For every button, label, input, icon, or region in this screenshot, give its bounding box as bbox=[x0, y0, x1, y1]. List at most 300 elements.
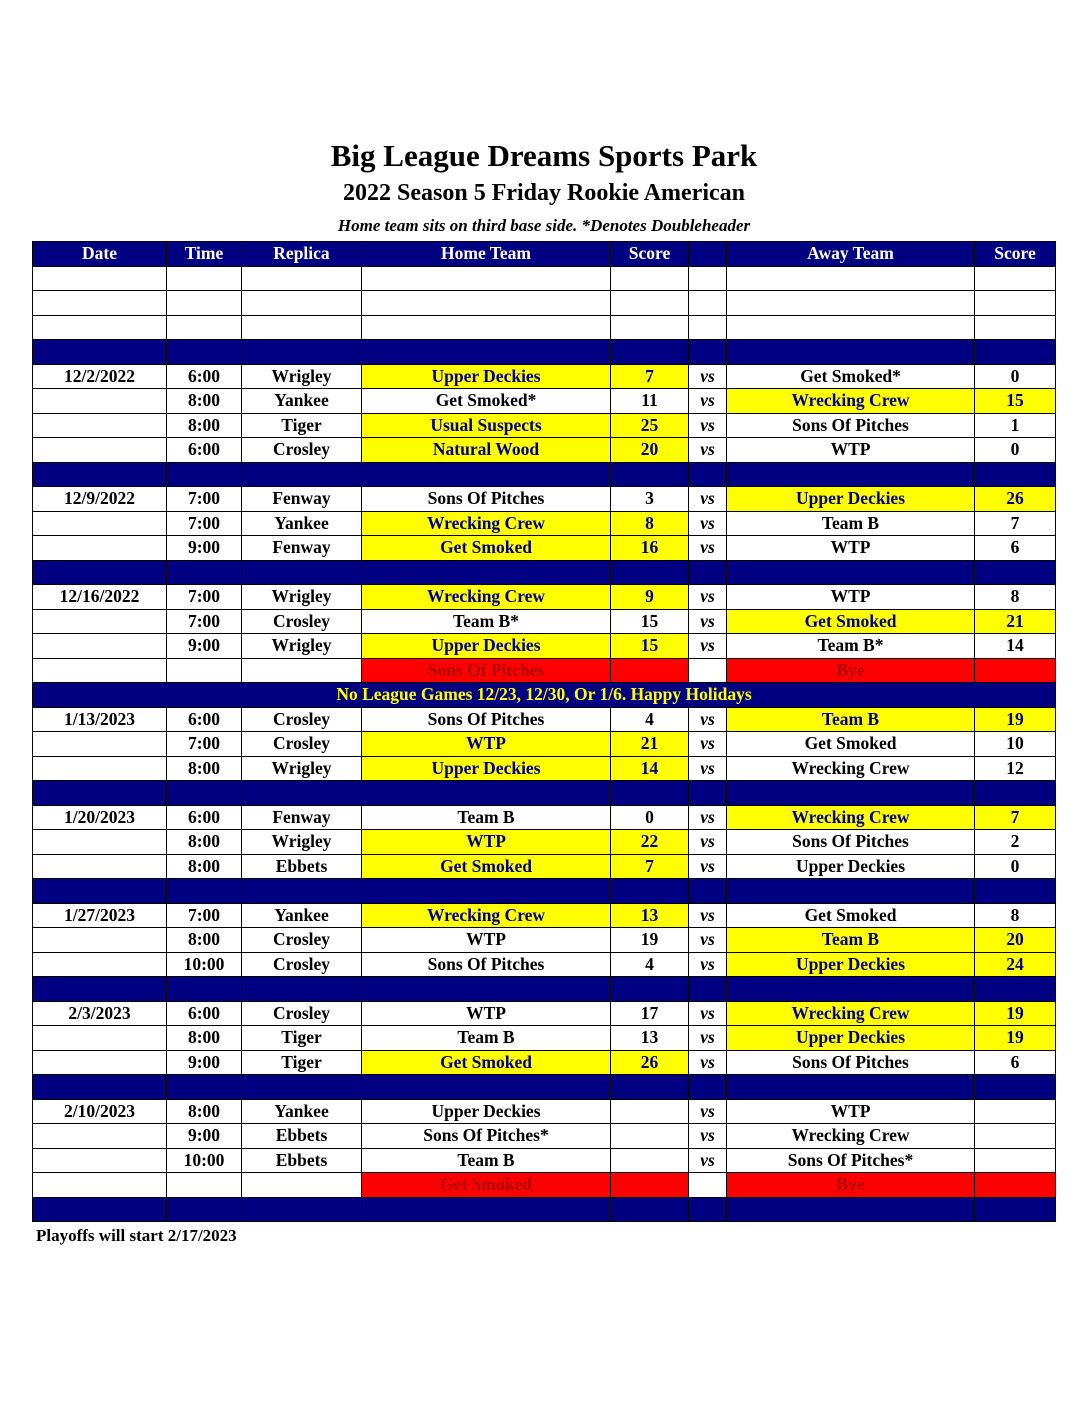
empty-cell bbox=[33, 1075, 167, 1100]
vs-cell: vs bbox=[689, 364, 727, 389]
col-vs bbox=[689, 242, 727, 267]
game-row bbox=[33, 1001, 1056, 1026]
bye-team: Sons Of Pitches bbox=[362, 658, 611, 683]
schedule-table bbox=[32, 241, 1056, 1222]
empty-cell bbox=[975, 977, 1056, 1002]
date-cell: 12/16/2022 bbox=[33, 585, 167, 610]
empty-cell bbox=[362, 560, 611, 585]
empty-cell bbox=[242, 340, 362, 365]
empty-cell bbox=[727, 291, 975, 316]
time-cell: 7:00 bbox=[167, 732, 242, 757]
replica-cell: Crosley bbox=[242, 1001, 362, 1026]
date-cell: 2/10/2023 bbox=[33, 1099, 167, 1124]
away-score: 24 bbox=[975, 952, 1056, 977]
vs-cell: vs bbox=[689, 536, 727, 561]
separator-row bbox=[33, 1197, 1056, 1222]
away-team: Wrecking Crew bbox=[727, 1001, 975, 1026]
empty-cell bbox=[689, 266, 727, 291]
replica-cell: Yankee bbox=[242, 389, 362, 414]
page-note: Home team sits on third base side. *Denotes Doubleheader bbox=[337, 216, 751, 235]
empty-cell bbox=[611, 462, 689, 487]
empty-cell bbox=[167, 462, 242, 487]
game-row bbox=[33, 928, 1056, 953]
empty-cell bbox=[33, 977, 167, 1002]
empty-cell bbox=[611, 315, 689, 340]
empty-row bbox=[33, 291, 1056, 316]
empty-cell bbox=[727, 266, 975, 291]
separator-row bbox=[33, 462, 1056, 487]
date-cell bbox=[33, 732, 167, 757]
empty-cell bbox=[167, 879, 242, 904]
away-team: Team B bbox=[727, 511, 975, 536]
replica-cell: Wrigley bbox=[242, 830, 362, 855]
empty-cell bbox=[689, 781, 727, 806]
home-team: Sons Of Pitches bbox=[362, 707, 611, 732]
home-score: 15 bbox=[611, 609, 689, 634]
vs-cell: vs bbox=[689, 1148, 727, 1173]
home-score: 22 bbox=[611, 830, 689, 855]
game-row bbox=[33, 1099, 1056, 1124]
away-score: 21 bbox=[975, 609, 1056, 634]
date-cell bbox=[33, 854, 167, 879]
game-row bbox=[33, 536, 1056, 561]
empty-cell bbox=[33, 560, 167, 585]
empty-cell bbox=[362, 291, 611, 316]
time-cell: 9:00 bbox=[167, 634, 242, 659]
home-team: Upper Deckies bbox=[362, 1099, 611, 1124]
empty-cell bbox=[689, 462, 727, 487]
bye-row bbox=[33, 1173, 1056, 1198]
away-team: Upper Deckies bbox=[727, 487, 975, 512]
game-row bbox=[33, 854, 1056, 879]
time-cell: 9:00 bbox=[167, 1050, 242, 1075]
empty-cell bbox=[242, 781, 362, 806]
home-team: Team B* bbox=[362, 609, 611, 634]
away-team: Sons Of Pitches bbox=[727, 830, 975, 855]
vs-cell: vs bbox=[689, 389, 727, 414]
empty-cell bbox=[975, 781, 1056, 806]
home-team: Get Smoked bbox=[362, 854, 611, 879]
home-team: Team B bbox=[362, 1026, 611, 1051]
away-score: 20 bbox=[975, 928, 1056, 953]
empty-cell bbox=[611, 879, 689, 904]
replica-cell: Ebbets bbox=[242, 1124, 362, 1149]
away-score: 14 bbox=[975, 634, 1056, 659]
away-score: 0 bbox=[975, 364, 1056, 389]
holiday-banner: No League Games 12/23, 12/30, Or 1/6. Happy Holidays bbox=[33, 683, 1056, 708]
time-cell: 6:00 bbox=[167, 364, 242, 389]
time-cell: 7:00 bbox=[167, 511, 242, 536]
date-cell: 1/13/2023 bbox=[33, 707, 167, 732]
time-cell: 8:00 bbox=[167, 756, 242, 781]
game-row bbox=[33, 952, 1056, 977]
empty-cell bbox=[33, 266, 167, 291]
page-title: Big League Dreams Sports Park bbox=[330, 138, 758, 173]
away-score: 19 bbox=[975, 1026, 1056, 1051]
home-score bbox=[611, 1148, 689, 1173]
game-row bbox=[33, 903, 1056, 928]
empty-cell bbox=[611, 781, 689, 806]
empty-cell bbox=[975, 315, 1056, 340]
away-team: Get Smoked bbox=[727, 732, 975, 757]
separator-row bbox=[33, 977, 1056, 1002]
vs-cell: vs bbox=[689, 438, 727, 463]
away-score: 10 bbox=[975, 732, 1056, 757]
empty-cell bbox=[362, 340, 611, 365]
empty-row bbox=[33, 315, 1056, 340]
away-team: Wrecking Crew bbox=[727, 756, 975, 781]
empty-cell bbox=[167, 781, 242, 806]
home-score: 17 bbox=[611, 1001, 689, 1026]
vs-cell: vs bbox=[689, 1099, 727, 1124]
home-team: Sons Of Pitches bbox=[362, 487, 611, 512]
col-away-score: Score bbox=[975, 242, 1056, 267]
empty-cell bbox=[975, 462, 1056, 487]
vs-cell: vs bbox=[689, 805, 727, 830]
empty-cell bbox=[727, 315, 975, 340]
away-team: Team B bbox=[727, 928, 975, 953]
away-team: WTP bbox=[727, 536, 975, 561]
empty-cell bbox=[242, 1197, 362, 1222]
game-row bbox=[33, 830, 1056, 855]
game-row bbox=[33, 756, 1056, 781]
home-score: 19 bbox=[611, 928, 689, 953]
empty-cell bbox=[727, 977, 975, 1002]
empty-cell bbox=[689, 1075, 727, 1100]
away-score: 8 bbox=[975, 585, 1056, 610]
time-cell: 6:00 bbox=[167, 1001, 242, 1026]
vs-cell: vs bbox=[689, 952, 727, 977]
empty-row bbox=[33, 266, 1056, 291]
away-score bbox=[975, 1173, 1056, 1198]
empty-cell bbox=[727, 462, 975, 487]
away-score bbox=[975, 1124, 1056, 1149]
empty-cell bbox=[975, 340, 1056, 365]
home-score: 14 bbox=[611, 756, 689, 781]
away-score bbox=[975, 658, 1056, 683]
replica-cell: Yankee bbox=[242, 1099, 362, 1124]
vs-cell: vs bbox=[689, 707, 727, 732]
vs-cell: vs bbox=[689, 756, 727, 781]
empty-cell bbox=[727, 781, 975, 806]
empty-cell bbox=[611, 560, 689, 585]
home-score: 11 bbox=[611, 389, 689, 414]
separator-row bbox=[33, 781, 1056, 806]
away-team: Upper Deckies bbox=[727, 952, 975, 977]
replica-cell: Tiger bbox=[242, 413, 362, 438]
time-cell: 8:00 bbox=[167, 928, 242, 953]
replica-cell: Yankee bbox=[242, 511, 362, 536]
empty-cell bbox=[975, 1197, 1056, 1222]
vs-cell: vs bbox=[689, 732, 727, 757]
home-score: 3 bbox=[611, 487, 689, 512]
replica-cell: Crosley bbox=[242, 952, 362, 977]
time-cell: 6:00 bbox=[167, 707, 242, 732]
game-row bbox=[33, 707, 1056, 732]
home-team: Wrecking Crew bbox=[362, 585, 611, 610]
empty-cell bbox=[167, 291, 242, 316]
empty-cell bbox=[362, 781, 611, 806]
empty-cell bbox=[975, 879, 1056, 904]
replica-cell: Fenway bbox=[242, 536, 362, 561]
away-team: Wrecking Crew bbox=[727, 805, 975, 830]
home-team: Wrecking Crew bbox=[362, 511, 611, 536]
home-score: 4 bbox=[611, 952, 689, 977]
date-cell bbox=[33, 536, 167, 561]
separator-row bbox=[33, 879, 1056, 904]
empty-cell bbox=[242, 462, 362, 487]
empty-cell bbox=[727, 1197, 975, 1222]
game-row bbox=[33, 609, 1056, 634]
replica-cell: Crosley bbox=[242, 609, 362, 634]
home-team: WTP bbox=[362, 928, 611, 953]
game-row bbox=[33, 805, 1056, 830]
game-row bbox=[33, 1124, 1056, 1149]
away-score bbox=[975, 1148, 1056, 1173]
time-cell: 8:00 bbox=[167, 830, 242, 855]
date-cell bbox=[33, 438, 167, 463]
away-score: 12 bbox=[975, 756, 1056, 781]
away-score: 6 bbox=[975, 536, 1056, 561]
col-away-team: Away Team bbox=[727, 242, 975, 267]
home-score bbox=[611, 1099, 689, 1124]
home-score: 7 bbox=[611, 364, 689, 389]
away-team: Wrecking Crew bbox=[727, 389, 975, 414]
date-cell bbox=[33, 928, 167, 953]
game-row bbox=[33, 1026, 1056, 1051]
vs-cell: vs bbox=[689, 634, 727, 659]
date-cell bbox=[33, 1050, 167, 1075]
empty-cell bbox=[362, 977, 611, 1002]
home-score bbox=[611, 658, 689, 683]
separator-row bbox=[33, 560, 1056, 585]
home-score: 13 bbox=[611, 903, 689, 928]
home-team: Usual Suspects bbox=[362, 413, 611, 438]
vs-cell: vs bbox=[689, 854, 727, 879]
home-score: 20 bbox=[611, 438, 689, 463]
away-score: 8 bbox=[975, 903, 1056, 928]
away-team: WTP bbox=[727, 438, 975, 463]
date-cell bbox=[33, 1173, 167, 1198]
time-cell: 10:00 bbox=[167, 952, 242, 977]
col-time: Time bbox=[167, 242, 242, 267]
empty-cell bbox=[33, 291, 167, 316]
replica-cell bbox=[242, 1173, 362, 1198]
away-score: 7 bbox=[975, 511, 1056, 536]
empty-cell bbox=[242, 266, 362, 291]
game-row bbox=[33, 1050, 1056, 1075]
empty-cell bbox=[727, 879, 975, 904]
away-team: Get Smoked bbox=[727, 609, 975, 634]
empty-cell bbox=[611, 1197, 689, 1222]
date-cell bbox=[33, 609, 167, 634]
time-cell: 7:00 bbox=[167, 487, 242, 512]
replica-cell: Crosley bbox=[242, 732, 362, 757]
vs-cell: vs bbox=[689, 585, 727, 610]
home-score: 7 bbox=[611, 854, 689, 879]
home-score bbox=[611, 1173, 689, 1198]
time-cell: 7:00 bbox=[167, 903, 242, 928]
date-cell bbox=[33, 1124, 167, 1149]
home-score: 4 bbox=[611, 707, 689, 732]
empty-cell bbox=[362, 879, 611, 904]
time-cell: 9:00 bbox=[167, 536, 242, 561]
vs-cell: vs bbox=[689, 511, 727, 536]
empty-cell bbox=[611, 340, 689, 365]
empty-cell bbox=[362, 1075, 611, 1100]
header-row bbox=[33, 242, 1056, 267]
replica-cell: Ebbets bbox=[242, 1148, 362, 1173]
time-cell: 8:00 bbox=[167, 413, 242, 438]
replica-cell: Wrigley bbox=[242, 756, 362, 781]
empty-cell bbox=[611, 977, 689, 1002]
empty-cell bbox=[362, 462, 611, 487]
home-team: Upper Deckies bbox=[362, 756, 611, 781]
game-row bbox=[33, 364, 1056, 389]
empty-cell bbox=[727, 1075, 975, 1100]
time-cell: 8:00 bbox=[167, 1026, 242, 1051]
empty-cell bbox=[167, 340, 242, 365]
col-replica: Replica bbox=[242, 242, 362, 267]
home-team: Upper Deckies bbox=[362, 634, 611, 659]
vs-cell: vs bbox=[689, 830, 727, 855]
empty-cell bbox=[727, 560, 975, 585]
replica-cell: Wrigley bbox=[242, 585, 362, 610]
away-score: 1 bbox=[975, 413, 1056, 438]
empty-cell bbox=[689, 291, 727, 316]
empty-cell bbox=[611, 266, 689, 291]
empty-cell bbox=[689, 879, 727, 904]
replica-cell: Crosley bbox=[242, 438, 362, 463]
date-cell: 12/2/2022 bbox=[33, 364, 167, 389]
replica-cell: Crosley bbox=[242, 928, 362, 953]
empty-cell bbox=[33, 879, 167, 904]
game-row bbox=[33, 438, 1056, 463]
empty-cell bbox=[33, 340, 167, 365]
replica-cell: Crosley bbox=[242, 707, 362, 732]
time-cell: 7:00 bbox=[167, 585, 242, 610]
date-cell: 2/3/2023 bbox=[33, 1001, 167, 1026]
date-cell bbox=[33, 952, 167, 977]
replica-cell: Wrigley bbox=[242, 634, 362, 659]
home-team: Upper Deckies bbox=[362, 364, 611, 389]
empty-cell bbox=[242, 560, 362, 585]
replica-cell bbox=[242, 658, 362, 683]
empty-cell bbox=[242, 315, 362, 340]
game-row bbox=[33, 1148, 1056, 1173]
time-cell: 7:00 bbox=[167, 609, 242, 634]
away-team: Upper Deckies bbox=[727, 1026, 975, 1051]
home-score: 25 bbox=[611, 413, 689, 438]
away-score: 19 bbox=[975, 1001, 1056, 1026]
separator-row bbox=[33, 340, 1056, 365]
home-score: 21 bbox=[611, 732, 689, 757]
home-score: 8 bbox=[611, 511, 689, 536]
empty-cell bbox=[362, 1197, 611, 1222]
home-score: 26 bbox=[611, 1050, 689, 1075]
time-cell: 6:00 bbox=[167, 805, 242, 830]
away-team: Sons Of Pitches* bbox=[727, 1148, 975, 1173]
home-team: Get Smoked* bbox=[362, 389, 611, 414]
away-team: Upper Deckies bbox=[727, 854, 975, 879]
home-team: Get Smoked bbox=[362, 1050, 611, 1075]
empty-cell bbox=[689, 1197, 727, 1222]
replica-cell: Fenway bbox=[242, 487, 362, 512]
vs-cell bbox=[689, 1173, 727, 1198]
game-row bbox=[33, 487, 1056, 512]
empty-cell bbox=[689, 560, 727, 585]
bye-label: Bye bbox=[727, 1173, 975, 1198]
replica-cell: Fenway bbox=[242, 805, 362, 830]
date-cell: 12/9/2022 bbox=[33, 487, 167, 512]
game-row bbox=[33, 585, 1056, 610]
time-cell bbox=[167, 1173, 242, 1198]
home-score bbox=[611, 1124, 689, 1149]
empty-cell bbox=[167, 977, 242, 1002]
away-team: Team B* bbox=[727, 634, 975, 659]
col-home-score: Score bbox=[611, 242, 689, 267]
empty-cell bbox=[975, 291, 1056, 316]
home-score: 0 bbox=[611, 805, 689, 830]
vs-cell: vs bbox=[689, 413, 727, 438]
away-score: 15 bbox=[975, 389, 1056, 414]
away-team: WTP bbox=[727, 585, 975, 610]
vs-cell: vs bbox=[689, 1050, 727, 1075]
home-team: WTP bbox=[362, 1001, 611, 1026]
col-date: Date bbox=[33, 242, 167, 267]
empty-cell bbox=[611, 291, 689, 316]
vs-cell: vs bbox=[689, 1124, 727, 1149]
home-score: 9 bbox=[611, 585, 689, 610]
empty-cell bbox=[167, 315, 242, 340]
game-row bbox=[33, 732, 1056, 757]
empty-cell bbox=[242, 879, 362, 904]
date-cell: 1/27/2023 bbox=[33, 903, 167, 928]
home-team: Sons Of Pitches* bbox=[362, 1124, 611, 1149]
replica-cell: Ebbets bbox=[242, 854, 362, 879]
away-team: Get Smoked* bbox=[727, 364, 975, 389]
home-team: Natural Wood bbox=[362, 438, 611, 463]
away-score: 6 bbox=[975, 1050, 1056, 1075]
empty-cell bbox=[167, 266, 242, 291]
empty-cell bbox=[242, 1075, 362, 1100]
date-cell bbox=[33, 389, 167, 414]
home-team: WTP bbox=[362, 830, 611, 855]
empty-cell bbox=[727, 340, 975, 365]
home-team: Team B bbox=[362, 805, 611, 830]
away-team: Sons Of Pitches bbox=[727, 1050, 975, 1075]
home-team: Team B bbox=[362, 1148, 611, 1173]
away-score: 26 bbox=[975, 487, 1056, 512]
away-score: 0 bbox=[975, 854, 1056, 879]
away-score: 0 bbox=[975, 438, 1056, 463]
empty-cell bbox=[167, 1197, 242, 1222]
vs-cell: vs bbox=[689, 609, 727, 634]
away-score bbox=[975, 1099, 1056, 1124]
away-team: Wrecking Crew bbox=[727, 1124, 975, 1149]
away-team: WTP bbox=[727, 1099, 975, 1124]
time-cell: 8:00 bbox=[167, 1099, 242, 1124]
schedule-body bbox=[33, 266, 1056, 1222]
away-team: Team B bbox=[727, 707, 975, 732]
empty-cell bbox=[33, 1197, 167, 1222]
date-cell bbox=[33, 658, 167, 683]
replica-cell: Yankee bbox=[242, 903, 362, 928]
home-team: Sons Of Pitches bbox=[362, 952, 611, 977]
vs-cell: vs bbox=[689, 1026, 727, 1051]
time-cell: 9:00 bbox=[167, 1124, 242, 1149]
date-cell bbox=[33, 413, 167, 438]
